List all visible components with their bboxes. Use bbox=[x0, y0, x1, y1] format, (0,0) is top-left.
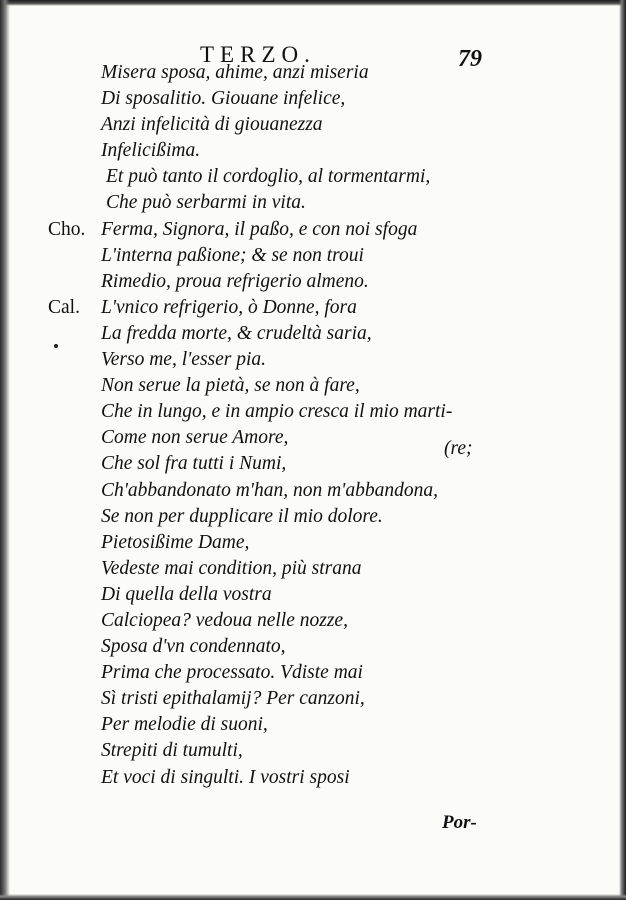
verse-text: L'interna paßione; & se non troui bbox=[101, 244, 364, 266]
speaker-label: Cal. bbox=[48, 296, 80, 318]
verse-line bbox=[0, 660, 626, 686]
verse-text: Ch'abbandonato m'han, non m'abbandona, bbox=[101, 479, 438, 501]
verse-line bbox=[0, 504, 626, 530]
verse-text: Pietosißime Dame, bbox=[101, 531, 250, 553]
speaker-label: Cho. bbox=[48, 218, 86, 240]
page-edge-bottom bbox=[0, 894, 626, 900]
verse-text: Prima che processato. Vdiste mai bbox=[101, 662, 363, 684]
margin-dot bbox=[54, 344, 58, 348]
verse-line bbox=[0, 112, 626, 138]
verse-line bbox=[0, 243, 626, 269]
verse-text: Misera sposa, ahime, anzi miseria bbox=[101, 62, 369, 83]
verse-text: Se non per dupplicare il mio dolore. bbox=[101, 505, 383, 527]
turnover-fragment: (re; bbox=[444, 438, 473, 459]
verse-line bbox=[0, 738, 626, 764]
verse-text: Sposa d'vn condennato, bbox=[101, 636, 286, 658]
verse-line bbox=[0, 530, 626, 556]
verse-line bbox=[0, 582, 626, 608]
verse-text: Come non serue Amore, bbox=[101, 427, 289, 449]
page-edge-top bbox=[0, 0, 626, 6]
verse-text: Ferma, Signora, il paßo, e con noi sfoga bbox=[101, 218, 418, 240]
verse-line bbox=[0, 138, 626, 164]
verse-text: Calciopea? vedoua nelle nozze, bbox=[101, 609, 348, 631]
verse-line bbox=[0, 190, 626, 216]
catchword: Por- bbox=[442, 812, 477, 833]
verse-line bbox=[0, 86, 626, 112]
verse-text: La fredda morte, & crudeltà saria, bbox=[101, 322, 372, 344]
verse-text: Sì tristi epithalamij? Per canzoni, bbox=[101, 688, 365, 710]
verse-text: Anzi infelicità di giouanezza bbox=[101, 114, 323, 136]
verse-text: Per melodie di suoni, bbox=[101, 714, 268, 736]
verse-line bbox=[0, 634, 626, 660]
verse-line bbox=[0, 608, 626, 634]
verse-line bbox=[0, 60, 626, 86]
verse-line bbox=[0, 478, 626, 504]
verse-line bbox=[0, 765, 626, 791]
verse-text: Non serue la pietà, se non à fare, bbox=[101, 375, 360, 397]
verse-text: L'vnico refrigerio, ò Donne, fora bbox=[101, 296, 357, 318]
verse-text: Et voci di singulti. I vostri sposi bbox=[101, 766, 350, 788]
verse-line bbox=[0, 399, 626, 425]
verse-line bbox=[0, 164, 626, 190]
verse-line bbox=[0, 556, 626, 582]
verse-text: Vedeste mai condition, più strana bbox=[101, 557, 362, 579]
verse-line bbox=[0, 451, 626, 477]
verse-text: Verso me, l'esser pia. bbox=[101, 349, 267, 371]
verse-text: Et può tanto il cordoglio, al tormentarmi, bbox=[106, 166, 431, 188]
verse-text: Strepiti di tumulti, bbox=[101, 740, 243, 762]
verse-line bbox=[0, 712, 626, 738]
verse-block bbox=[0, 60, 626, 791]
verse-line bbox=[0, 425, 626, 451]
running-head: TERZO. bbox=[200, 42, 316, 67]
verse-line bbox=[0, 321, 626, 347]
page-number: 79 bbox=[458, 46, 482, 72]
verse-text: Che può serbarmi in vita. bbox=[106, 192, 306, 214]
verse-text: Che in lungo, e in ampio cresca il mio marti- bbox=[101, 401, 453, 423]
verse-text: Che sol fra tutti i Numi, bbox=[101, 453, 287, 475]
verse-line bbox=[0, 269, 626, 295]
verse-line bbox=[0, 373, 626, 399]
verse-text: Infelicißima. bbox=[101, 140, 201, 162]
verse-text: Di quella della vostra bbox=[101, 583, 272, 605]
verse-line bbox=[0, 347, 626, 373]
verse-line bbox=[0, 686, 626, 712]
verse-text: Di sposalitio. Giouane infelice, bbox=[101, 88, 346, 110]
verse-line bbox=[0, 217, 626, 243]
verse-line bbox=[0, 295, 626, 321]
verse-text: Rimedio, proua refrigerio almeno. bbox=[101, 270, 369, 292]
